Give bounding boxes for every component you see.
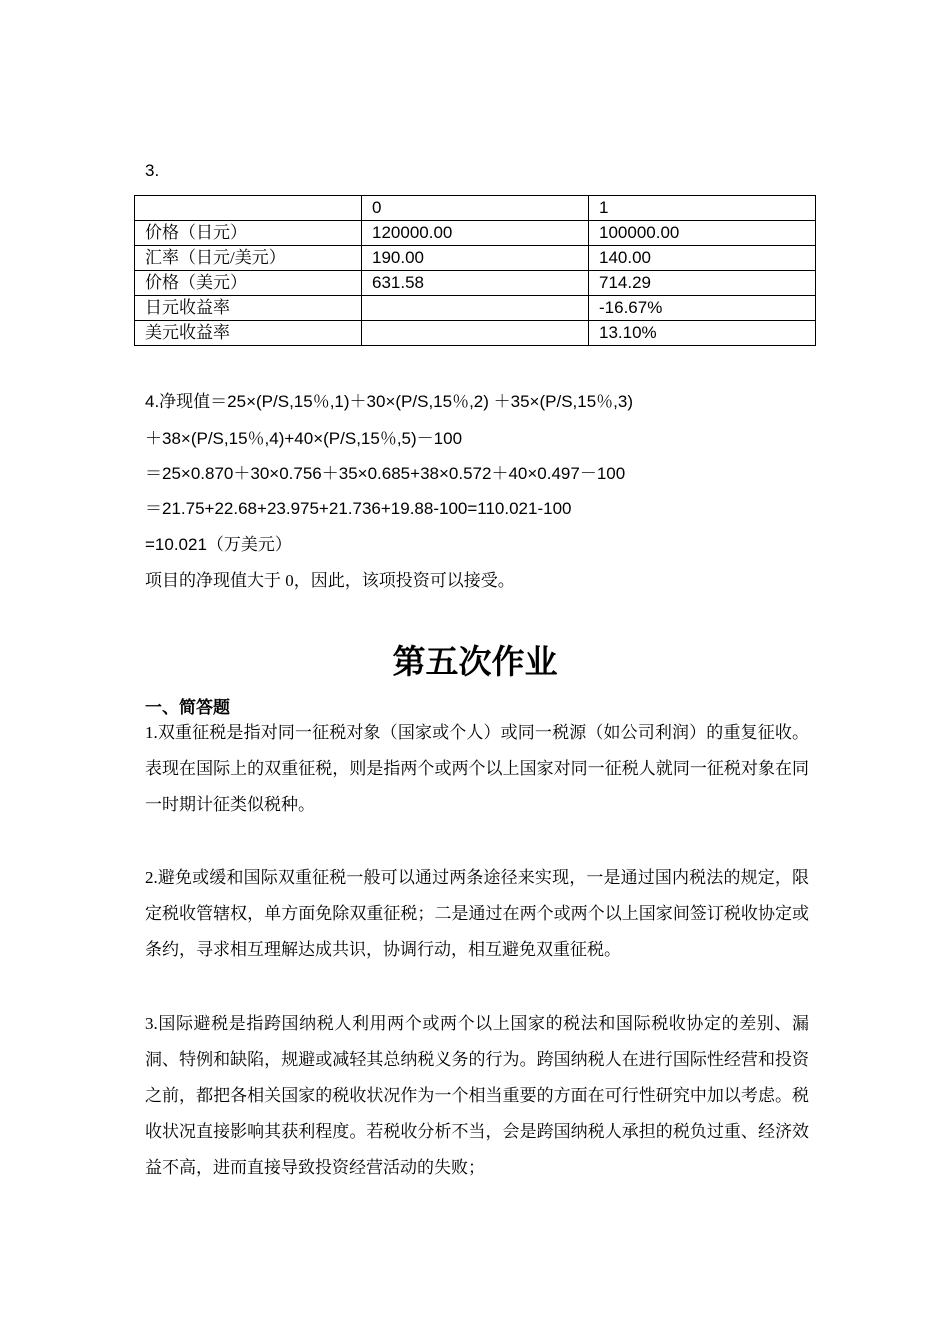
homework-title: 第五次作业 xyxy=(392,642,558,681)
table-cell: 120000.00 xyxy=(362,221,589,246)
table-cell: 714.29 xyxy=(589,271,816,296)
table-cell: 价格（日元） xyxy=(135,221,362,246)
table-row xyxy=(135,246,816,271)
table-row xyxy=(135,271,816,296)
table-row xyxy=(135,221,816,246)
answer-paragraph: 3.国际避税是指跨国纳税人利用两个或两个以上国家的税法和国际税收协定的差别、漏洞、特例和缺陷，规避或减轻其总纳税义务的行为。跨国纳税人在进行国际性经营和投资之前，都把各相关国家的税收状况作为一个相当重要的方面在可行性研究中加以考虑。税收状况直接影响其获利程度。若税收分析不当，会是跨国纳税人承担的税负过重、经济效益不高，进而直接导致投资经营活动的失败； xyxy=(145,1014,809,1177)
table-cell: 汇率（日元/美元） xyxy=(135,246,362,271)
npv-formula-line: ＝25×0.870＋30×0.756＋35×0.685+38×0.572＋40×0.497－100 xyxy=(145,464,626,483)
table-row xyxy=(135,296,816,321)
table-cell: -16.67% xyxy=(589,296,816,321)
npv-result-line: =10.021（万美元） xyxy=(145,535,292,554)
table-cell xyxy=(135,196,362,221)
answer-paragraph: 2.避免或缓和国际双重征税一般可以通过两条途径来实现，一是通过国内税法的规定，限定税收管辖权，单方面免除双重征税；二是通过在两个或两个以上国家间签订税收协定或条约，寻求相互理解达成共识，协调行动，相互避免双重征税。 xyxy=(145,868,809,959)
answer-paragraph: 1.双重征税是指对同一征税对象（国家或个人）或同一税源（如公司利润）的重复征收。表现在国际上的双重征税，则是指两个或两个以上国家对同一征税人就同一征税对象在同一时期计征类似税种。 xyxy=(145,723,809,814)
npv-formula-line: ＝21.75+22.68+23.975+21.736+19.88-100=110.021-100 xyxy=(145,499,572,518)
table-cell: 日元收益率 xyxy=(135,296,362,321)
table-row xyxy=(135,321,816,346)
table-cell xyxy=(362,296,589,321)
table-cell: 13.10% xyxy=(589,321,816,346)
table-cell: 140.00 xyxy=(589,246,816,271)
npv-formula-line: ＋38×(P/S,15％,4)+40×(P/S,15％,5)－100 xyxy=(145,429,463,448)
table-cell: 190.00 xyxy=(362,246,589,271)
section-3-label: 3. xyxy=(145,161,160,180)
table-cell: 美元收益率 xyxy=(135,321,362,346)
exchange-rate-table xyxy=(134,195,816,346)
table-cell: 价格（美元） xyxy=(135,271,362,296)
table-cell: 100000.00 xyxy=(589,221,816,246)
section-heading: 一、简答题 xyxy=(145,698,230,717)
table-cell: 0 xyxy=(362,196,589,221)
table-cell xyxy=(362,321,589,346)
npv-conclusion: 项目的净现值大于 0，因此，该项投资可以接受。 xyxy=(145,571,515,590)
table-header-row xyxy=(135,196,816,221)
table-cell: 1 xyxy=(589,196,816,221)
npv-formula-line: 4.净现值＝25×(P/S,15％,1)＋30×(P/S,15％,2) ＋35×(P/S,15％,3) xyxy=(145,392,634,411)
table-cell: 631.58 xyxy=(362,271,589,296)
